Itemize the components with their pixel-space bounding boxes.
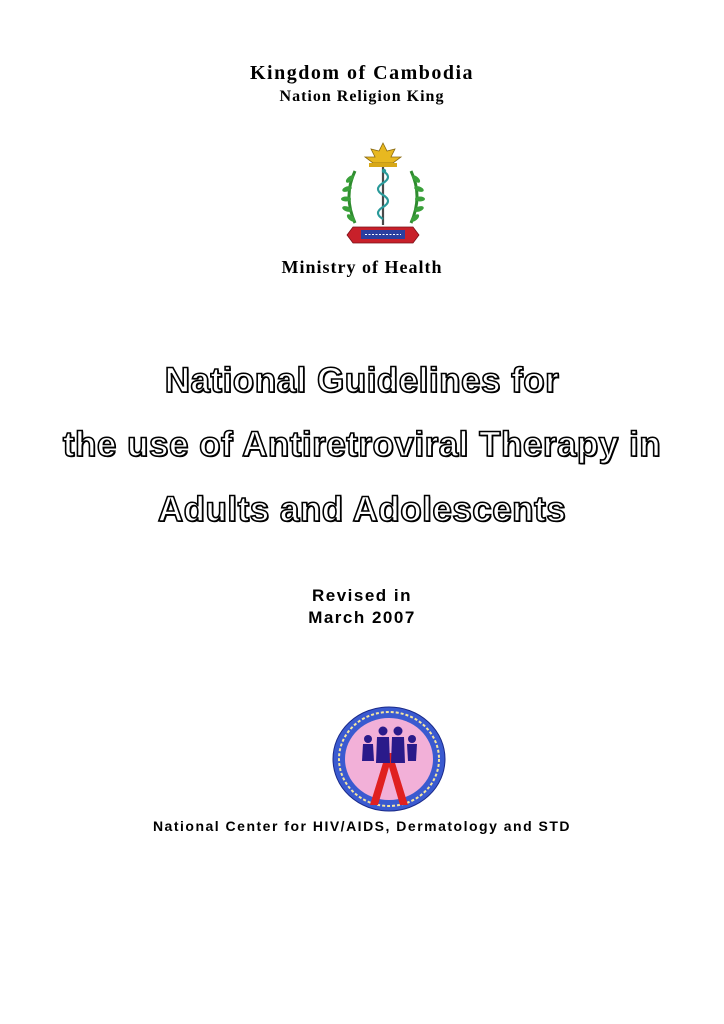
ministry-name: Ministry of Health [281, 257, 443, 277]
nchads-logo-icon [330, 705, 448, 813]
ministry-of-health-emblem-icon [335, 141, 431, 251]
title-line-2: the use of Antiretroviral Therapy in [62, 425, 662, 464]
title-line-3: Adults and Adolescents [157, 490, 567, 529]
title-line-1: National Guidelines for [164, 361, 560, 400]
revision-date: March 2007 [308, 608, 416, 627]
organization-name: National Center for HIV/AIDS, Dermatology and STD [152, 818, 572, 834]
country-heading: Kingdom of Cambodia [249, 62, 475, 84]
national-motto: Nation Religion King [279, 88, 445, 105]
revision-label: Revised in [311, 586, 413, 605]
